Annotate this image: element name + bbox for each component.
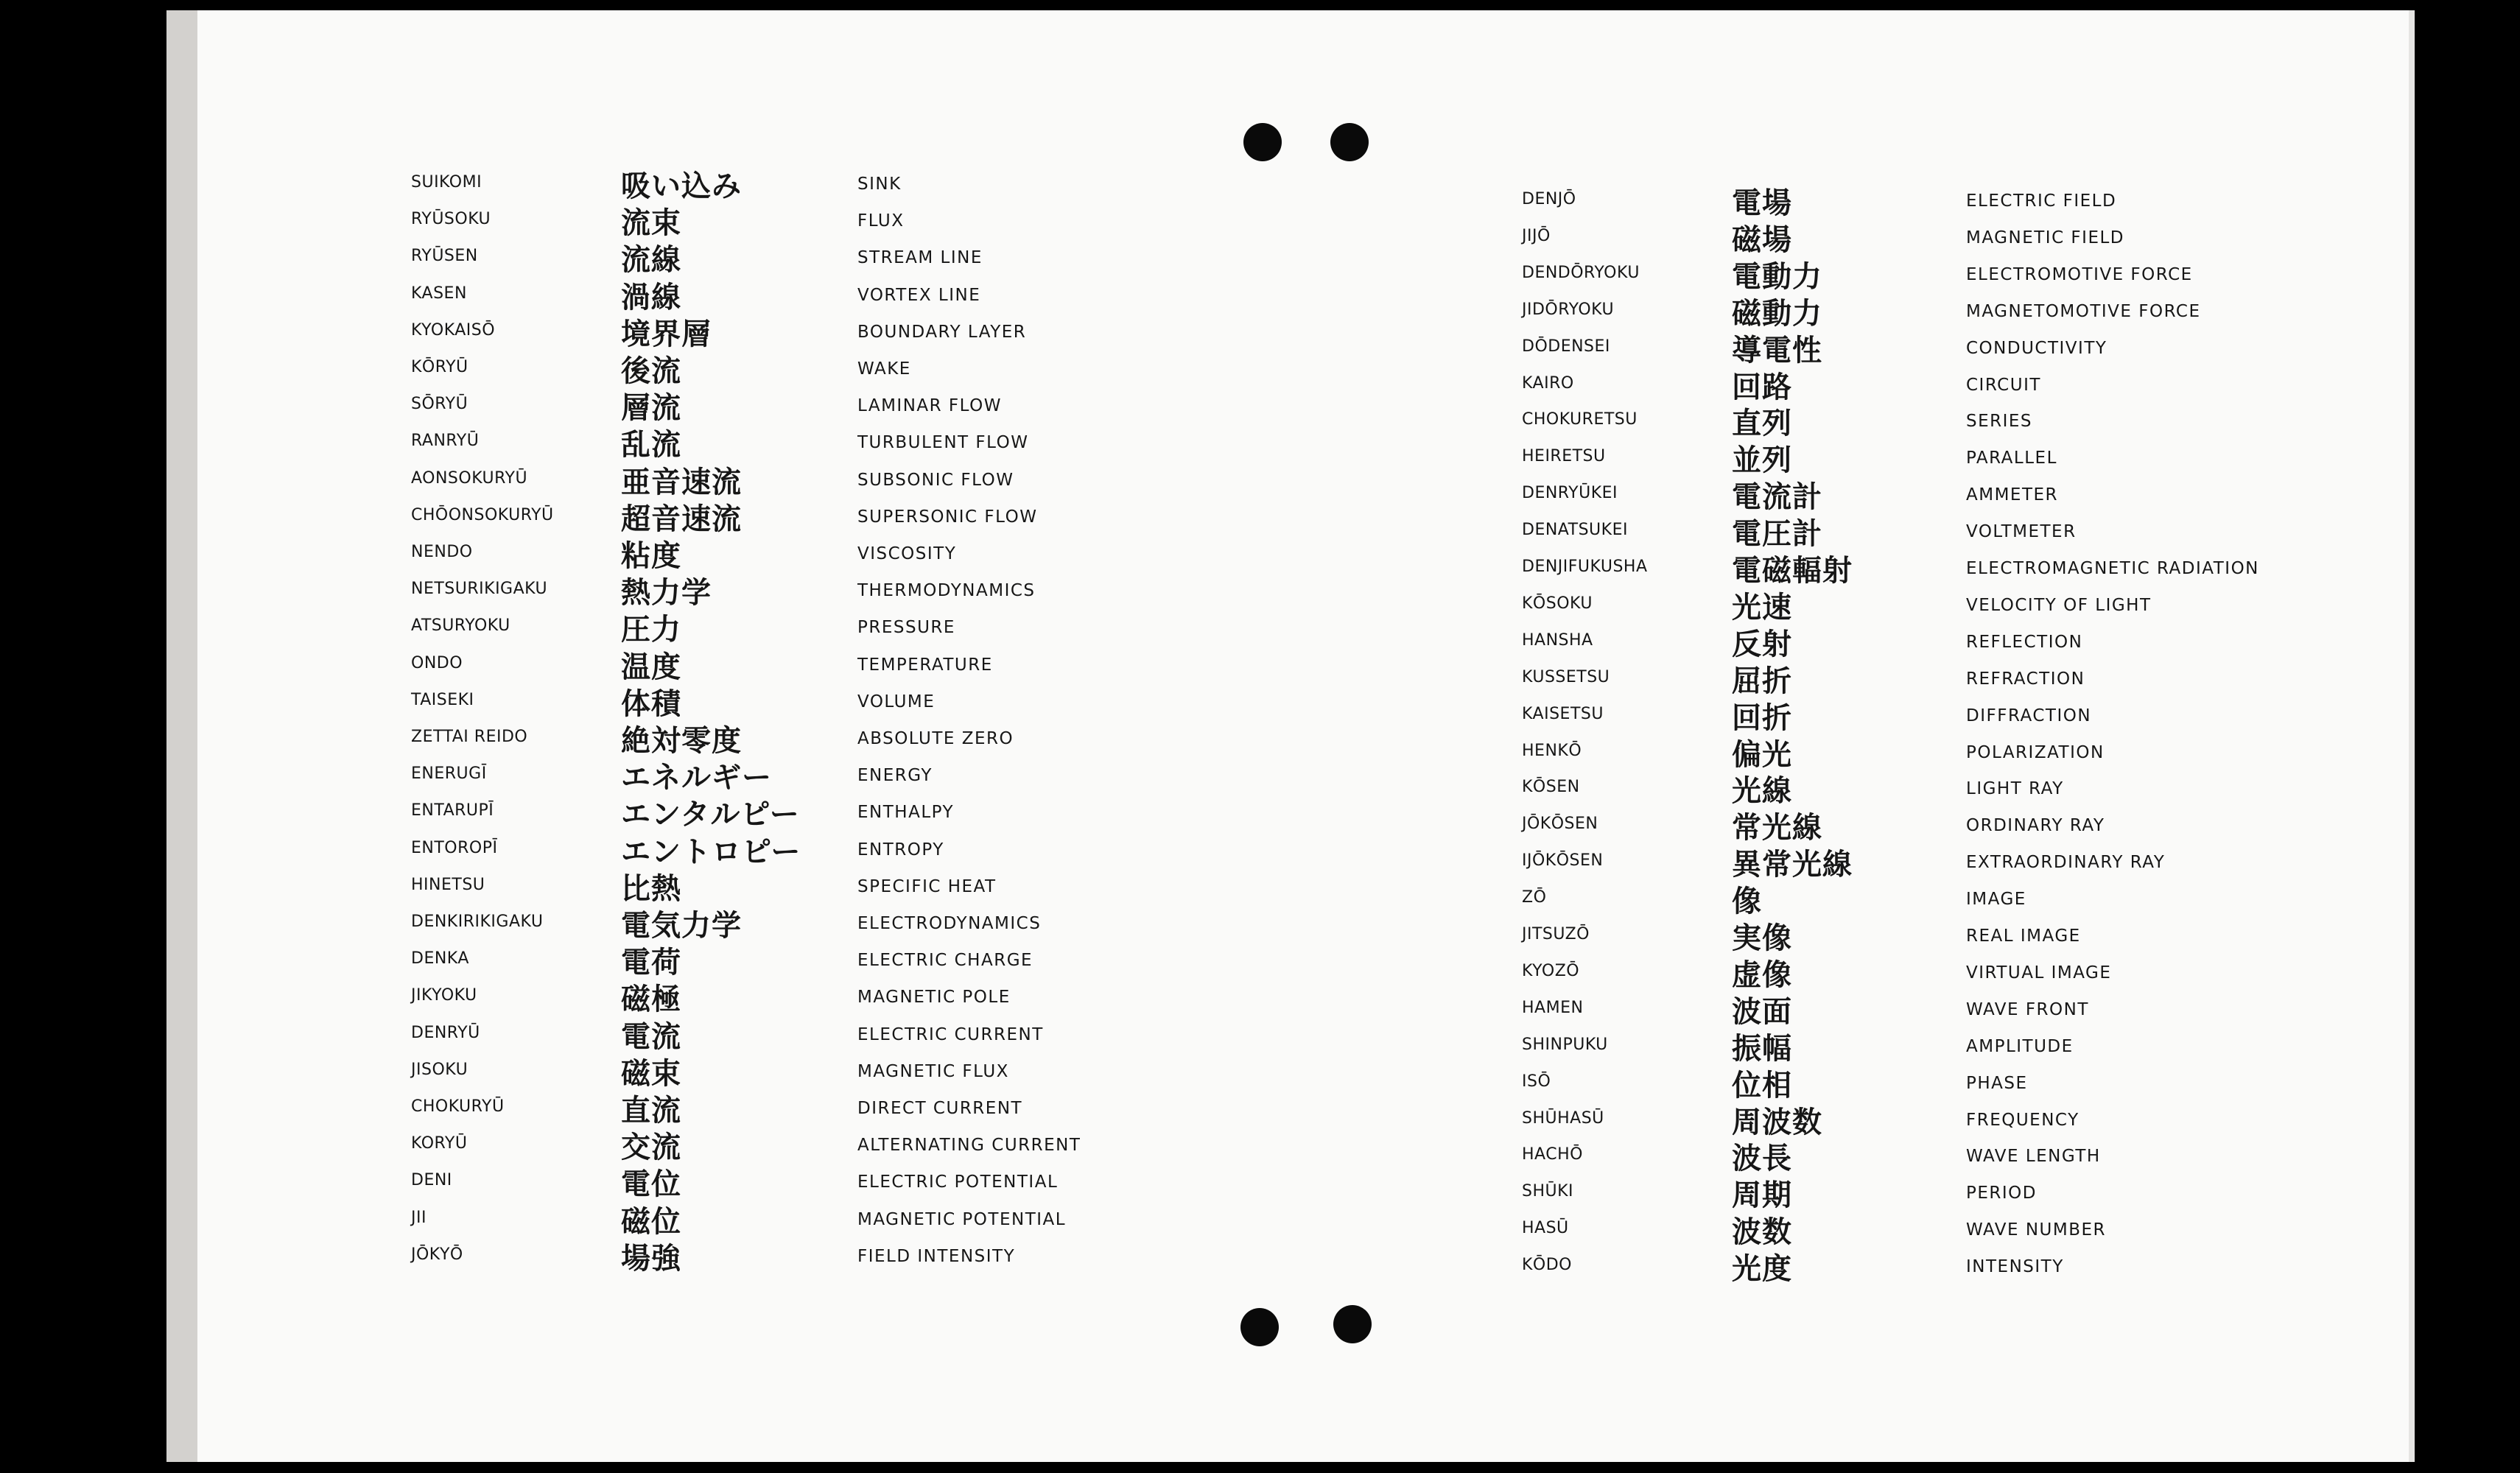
english-term: FLUX xyxy=(857,211,905,231)
english-term: INTENSITY xyxy=(1966,1257,2064,1277)
romaji-term: HANSHA xyxy=(1522,630,1593,650)
english-term: DIRECT CURRENT xyxy=(857,1099,1023,1118)
romaji-term: JITSUZŌ xyxy=(1522,925,1590,943)
kanji-term: 周期 xyxy=(1732,1178,1792,1213)
kanji-term: 亜音速流 xyxy=(621,465,742,499)
english-term: ABSOLUTE ZERO xyxy=(857,729,1014,748)
kanji-term: 後流 xyxy=(621,354,681,388)
english-term: LAMINAR FLOW xyxy=(857,396,1003,416)
kanji-term: 交流 xyxy=(621,1131,681,1165)
romaji-term: ENERUGĪ xyxy=(411,764,487,784)
english-term: VOLUME xyxy=(857,692,936,711)
kanji-term: 流束 xyxy=(621,206,681,241)
romaji-term: KUSSETSU xyxy=(1522,667,1610,686)
romaji-term: KŌSEN xyxy=(1522,778,1580,797)
english-term: STREAM LINE xyxy=(857,248,983,268)
page-right-edge xyxy=(2409,10,2415,1462)
romaji-term: JIDŌRYOKU xyxy=(1522,300,1615,319)
english-term: TEMPERATURE xyxy=(857,655,993,675)
romaji-term: JŌKYŌ xyxy=(411,1245,463,1264)
romaji-term: SHŪKI xyxy=(1522,1182,1574,1201)
english-term: AMPLITUDE xyxy=(1966,1036,2074,1056)
english-term: PRESSURE xyxy=(857,618,955,638)
kanji-term: 導電性 xyxy=(1732,333,1822,368)
kanji-term: 磁極 xyxy=(621,982,681,1017)
kanji-term: 乱流 xyxy=(621,428,681,463)
romaji-term: IJŌKŌSEN xyxy=(1522,851,1604,871)
kanji-term: 電動力 xyxy=(1732,259,1822,294)
kanji-term: 熱力学 xyxy=(621,576,712,611)
kanji-term: 振幅 xyxy=(1732,1031,1792,1066)
english-term: PERIOD xyxy=(1966,1184,2037,1203)
kanji-term: 並列 xyxy=(1732,443,1792,478)
english-term: WAVE NUMBER xyxy=(1966,1220,2106,1240)
romaji-term: HAMEN xyxy=(1522,998,1584,1017)
romaji-term: ENTOROPĪ xyxy=(411,838,498,857)
romaji-term: SŌRYŪ xyxy=(411,395,468,414)
romaji-term: DENKIRIKIGAKU xyxy=(411,913,544,931)
romaji-term: JII xyxy=(411,1208,427,1227)
kanji-term: 光線 xyxy=(1732,774,1792,809)
english-term: ELECTRIC POTENTIAL xyxy=(857,1173,1059,1192)
romaji-term: KAIRO xyxy=(1522,373,1574,393)
romaji-term: ZŌ xyxy=(1522,888,1547,907)
romaji-term: KASEN xyxy=(411,284,467,303)
romaji-term: CHŌONSOKURYŪ xyxy=(411,505,554,524)
romaji-term: DENJŌ xyxy=(1522,190,1576,208)
kanji-term: 層流 xyxy=(621,391,681,426)
english-term: IMAGE xyxy=(1966,890,2026,910)
english-term: WAVE FRONT xyxy=(1966,999,2089,1019)
english-term: ELECTROMAGNETIC RADIATION xyxy=(1966,559,2259,578)
english-term: ORDINARY RAY xyxy=(1966,816,2105,836)
kanji-term: 反射 xyxy=(1732,627,1792,661)
english-term: CONDUCTIVITY xyxy=(1966,338,2107,358)
romaji-term: JŌKŌSEN xyxy=(1522,815,1598,834)
english-term: FIELD INTENSITY xyxy=(857,1246,1016,1266)
kanji-term: 電磁輻射 xyxy=(1732,554,1853,588)
kanji-term: 電圧計 xyxy=(1732,517,1822,552)
english-term: SUBSONIC FLOW xyxy=(857,470,1014,490)
english-term: SERIES xyxy=(1966,412,2033,432)
romaji-term: HACHŌ xyxy=(1522,1145,1583,1164)
romaji-term: KYOZŌ xyxy=(1522,961,1580,980)
romaji-term: ZETTAI REIDO xyxy=(411,728,528,746)
kanji-term: 磁束 xyxy=(621,1056,681,1091)
english-term: MAGNETIC POLE xyxy=(857,988,1011,1008)
page-spine-edge xyxy=(166,10,197,1462)
romaji-term: JIKYOKU xyxy=(411,986,477,1005)
english-term: PARALLEL xyxy=(1966,449,2057,468)
kanji-term: 実像 xyxy=(1732,921,1792,955)
english-term: WAKE xyxy=(857,359,911,379)
romaji-term: HEIRETSU xyxy=(1522,447,1606,466)
kanji-term: 流線 xyxy=(621,243,681,278)
english-term: DIFFRACTION xyxy=(1966,706,2092,725)
english-term: VIRTUAL IMAGE xyxy=(1966,963,2112,982)
english-term: VORTEX LINE xyxy=(857,285,981,305)
english-term: REFRACTION xyxy=(1966,669,2085,689)
english-term: ELECTROMOTIVE FORCE xyxy=(1966,264,2193,284)
romaji-term: KŌDO xyxy=(1522,1256,1572,1275)
english-term: MAGNETIC POTENTIAL xyxy=(857,1209,1067,1229)
kanji-term: 温度 xyxy=(621,650,681,684)
kanji-term: エントロピー xyxy=(621,834,801,869)
english-term: AMMETER xyxy=(1966,485,2059,505)
kanji-term: 電気力学 xyxy=(621,909,742,943)
kanji-term: 周波数 xyxy=(1732,1105,1822,1139)
english-term: ENERGY xyxy=(857,766,933,786)
romaji-term: DENDŌRYOKU xyxy=(1522,263,1640,282)
english-term: VOLTMETER xyxy=(1966,522,2077,542)
romaji-term: RYŪSOKU xyxy=(411,210,491,229)
kanji-term: 電流 xyxy=(621,1019,681,1054)
english-term: VELOCITY OF LIGHT xyxy=(1966,595,2152,615)
romaji-term: JISOKU xyxy=(411,1060,468,1079)
romaji-term: CHOKURETSU xyxy=(1522,410,1638,429)
kanji-term: 電流計 xyxy=(1732,480,1822,515)
english-term: ENTROPY xyxy=(857,840,944,859)
romaji-term: NENDO xyxy=(411,543,473,561)
kanji-term: 圧力 xyxy=(621,613,681,647)
kanji-term: 像 xyxy=(1732,885,1762,919)
romaji-term: KAISETSU xyxy=(1522,704,1604,723)
romaji-term: HENKŌ xyxy=(1522,741,1582,760)
kanji-term: エンタルピー xyxy=(621,798,800,832)
romaji-term: KORYŪ xyxy=(411,1134,468,1153)
romaji-term: ONDO xyxy=(411,653,463,672)
kanji-term: 磁場 xyxy=(1732,222,1792,257)
kanji-term: 比熱 xyxy=(621,871,681,906)
english-term: ENTHALPY xyxy=(857,803,955,823)
kanji-term: 偏光 xyxy=(1732,737,1792,772)
kanji-term: 波長 xyxy=(1732,1142,1792,1176)
romaji-term: KŌSOKU xyxy=(1522,594,1593,613)
romaji-term: AONSOKURYŪ xyxy=(411,468,528,488)
romaji-term: ATSURYOKU xyxy=(411,616,510,636)
romaji-term: CHOKURYŪ xyxy=(411,1097,505,1116)
english-term: FREQUENCY xyxy=(1966,1110,2079,1130)
romaji-term: DŌDENSEI xyxy=(1522,337,1610,356)
kanji-term: 波面 xyxy=(1732,994,1792,1029)
kanji-term: 超音速流 xyxy=(621,502,742,536)
english-term: PHASE xyxy=(1966,1073,2028,1093)
kanji-term: 場強 xyxy=(621,1241,681,1276)
english-term: ELECTRIC CHARGE xyxy=(857,951,1033,971)
binding-hole-top-left xyxy=(1243,123,1282,161)
english-term: WAVE LENGTH xyxy=(1966,1147,2101,1167)
romaji-term: KYOKAISŌ xyxy=(411,320,496,340)
english-term: VISCOSITY xyxy=(857,544,957,563)
romaji-term: TAISEKI xyxy=(411,690,474,709)
kanji-term: 屈折 xyxy=(1732,664,1792,698)
kanji-term: エネルギー xyxy=(621,761,772,795)
english-term: LIGHT RAY xyxy=(1966,779,2064,799)
kanji-term: 回折 xyxy=(1732,700,1792,735)
binding-hole-bottom-right xyxy=(1333,1305,1372,1343)
english-term: MAGNETIC FIELD xyxy=(1966,228,2125,247)
english-term: REFLECTION xyxy=(1966,632,2083,652)
kanji-term: 渦線 xyxy=(621,280,681,314)
english-term: CIRCUIT xyxy=(1966,375,2041,395)
english-term: SUPERSONIC FLOW xyxy=(857,507,1038,527)
binding-hole-bottom-left xyxy=(1240,1308,1279,1346)
english-term: MAGNETIC FLUX xyxy=(857,1061,1009,1081)
kanji-term: 虚像 xyxy=(1732,957,1792,992)
romaji-term: DENI xyxy=(411,1171,452,1190)
romaji-term: SHINPUKU xyxy=(1522,1035,1608,1054)
english-term: THERMODYNAMICS xyxy=(857,581,1036,601)
romaji-term: JIJŌ xyxy=(1522,226,1551,245)
romaji-term: ISŌ xyxy=(1522,1072,1551,1091)
kanji-term: 粘度 xyxy=(621,539,681,573)
english-term: MAGNETOMOTIVE FORCE xyxy=(1966,301,2201,321)
romaji-term: DENRYŪKEI xyxy=(1522,484,1618,503)
romaji-term: NETSURIKIGAKU xyxy=(411,580,548,599)
romaji-term: RANRYŪ xyxy=(411,432,480,451)
kanji-term: 常光線 xyxy=(1732,811,1822,846)
romaji-term: ENTARUPĪ xyxy=(411,801,494,820)
english-term: ALTERNATING CURRENT xyxy=(857,1136,1081,1156)
english-term: ELECTRIC FIELD xyxy=(1966,191,2117,211)
romaji-term: DENKA xyxy=(411,949,469,968)
romaji-term: DENATSUKEI xyxy=(1522,521,1628,540)
kanji-term: 電荷 xyxy=(621,946,681,980)
english-term: TURBULENT FLOW xyxy=(857,433,1029,453)
kanji-term: 吸い込み xyxy=(621,169,742,203)
english-term: POLARIZATION xyxy=(1966,742,2105,762)
romaji-term: DENRYŪ xyxy=(411,1023,480,1042)
romaji-term: DENJIFUKUSHA xyxy=(1522,558,1648,576)
english-term: SINK xyxy=(857,175,902,194)
kanji-term: 光度 xyxy=(1732,1252,1792,1287)
romaji-term: KŌRYŪ xyxy=(411,358,468,376)
kanji-term: 回路 xyxy=(1732,370,1792,404)
kanji-term: 異常光線 xyxy=(1732,848,1853,882)
kanji-term: 波数 xyxy=(1732,1215,1792,1250)
romaji-term: SUIKOMI xyxy=(411,173,482,191)
binding-hole-top-right xyxy=(1330,123,1369,161)
kanji-term: 光速 xyxy=(1732,590,1792,625)
romaji-term: SHŪHASŪ xyxy=(1522,1108,1604,1128)
english-term: REAL IMAGE xyxy=(1966,927,2081,946)
romaji-term: HASŪ xyxy=(1522,1219,1569,1238)
romaji-term: RYŪSEN xyxy=(411,247,478,266)
kanji-term: 位相 xyxy=(1732,1068,1792,1103)
english-term: BOUNDARY LAYER xyxy=(857,322,1027,342)
kanji-term: 電位 xyxy=(621,1167,681,1202)
kanji-term: 境界層 xyxy=(621,317,712,351)
kanji-term: 直列 xyxy=(1732,407,1792,441)
kanji-term: 磁位 xyxy=(621,1204,681,1239)
kanji-term: 磁動力 xyxy=(1732,296,1822,331)
kanji-term: 直流 xyxy=(621,1094,681,1128)
english-term: SPECIFIC HEAT xyxy=(857,876,997,896)
kanji-term: 体積 xyxy=(621,686,681,721)
romaji-term: HINETSU xyxy=(411,875,485,894)
english-term: ELECTRODYNAMICS xyxy=(857,914,1042,933)
kanji-term: 絶対零度 xyxy=(621,724,742,758)
english-term: EXTRAORDINARY RAY xyxy=(1966,853,2166,873)
english-term: ELECTRIC CURRENT xyxy=(857,1024,1044,1044)
kanji-term: 電場 xyxy=(1732,186,1792,220)
